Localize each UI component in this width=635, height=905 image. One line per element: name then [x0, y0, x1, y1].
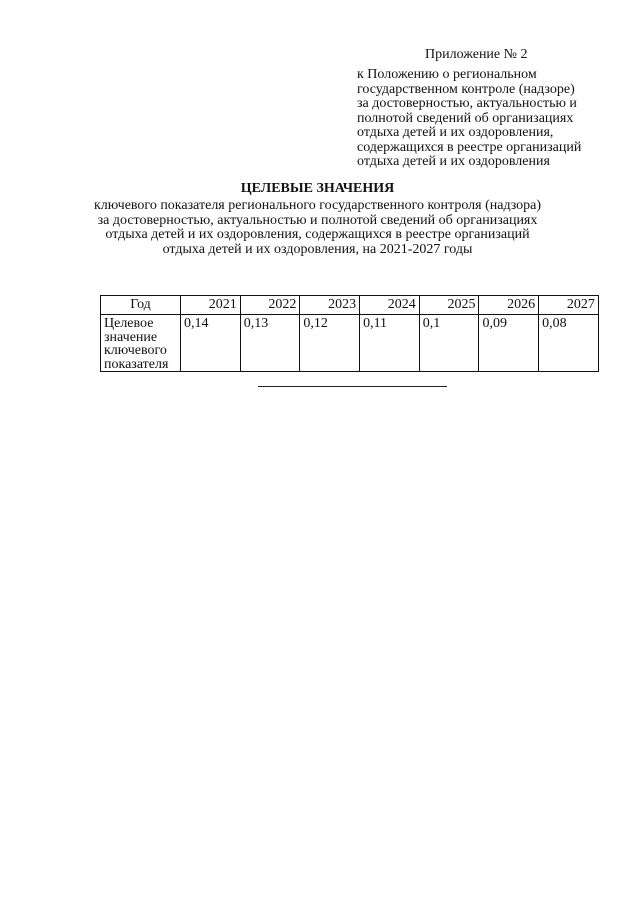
appendix-reference-line: за достоверностью, актуальностью и	[357, 96, 577, 111]
subtitle-line: отдыха детей и их оздоровления, содержащихся в реестре организаций	[105, 227, 530, 242]
year-header-cell: 2025	[419, 296, 479, 315]
year-header-cell: 2026	[479, 296, 539, 315]
row-label-line: показателя	[104, 356, 169, 372]
appendix-reference-line: государственном контроле (надзоре)	[357, 81, 575, 97]
value-cell: 0,14	[181, 315, 241, 372]
row-label-line: значение	[104, 329, 158, 345]
value-cell: 0,1	[419, 315, 479, 372]
row-label-line: ключевого	[104, 343, 167, 358]
value-cell: 0,12	[300, 315, 360, 372]
year-header-cell: 2023	[300, 296, 360, 315]
year-header-cell: 2022	[240, 296, 300, 315]
table-header-row	[101, 296, 599, 315]
table-row	[101, 315, 599, 372]
year-column-header: Год	[101, 296, 181, 315]
appendix-reference-line: содержащихся в реестре организаций	[357, 139, 582, 155]
year-header-cell: 2021	[181, 296, 241, 315]
year-header-cell: 2024	[360, 296, 420, 315]
value-cell: 0,08	[539, 315, 599, 372]
document-title: ЦЕЛЕВЫЕ ЗНАЧЕНИЯ	[240, 181, 395, 196]
target-values-table	[100, 295, 599, 372]
value-cell: 0,09	[479, 315, 539, 372]
value-cell: 0,13	[240, 315, 300, 372]
appendix-reference-line: к Положению о региональном	[357, 67, 537, 82]
document-subtitle	[0, 199, 635, 257]
appendix-reference-line: отдыха детей и их оздоровления	[357, 154, 550, 169]
value-cell: 0,11	[360, 315, 420, 372]
subtitle-line: отдыха детей и их оздоровления, на 2021-2027 годы	[162, 241, 473, 257]
appendix-reference	[357, 68, 581, 170]
appendix-number: Приложение № 2	[425, 47, 528, 62]
row-label-cell	[101, 315, 181, 372]
subtitle-line: за достоверностью, актуальностью и полнотой сведений об организациях	[97, 212, 538, 228]
end-of-document-rule	[258, 386, 447, 387]
appendix-reference-line: полнотой сведений об организациях	[357, 110, 574, 126]
year-header-cell: 2027	[539, 296, 599, 315]
subtitle-line: ключевого показателя регионального государственного контроля (надзора)	[93, 198, 542, 213]
appendix-reference-line: отдыха детей и их оздоровления,	[357, 125, 554, 140]
row-label-line: Целевое	[104, 316, 154, 331]
